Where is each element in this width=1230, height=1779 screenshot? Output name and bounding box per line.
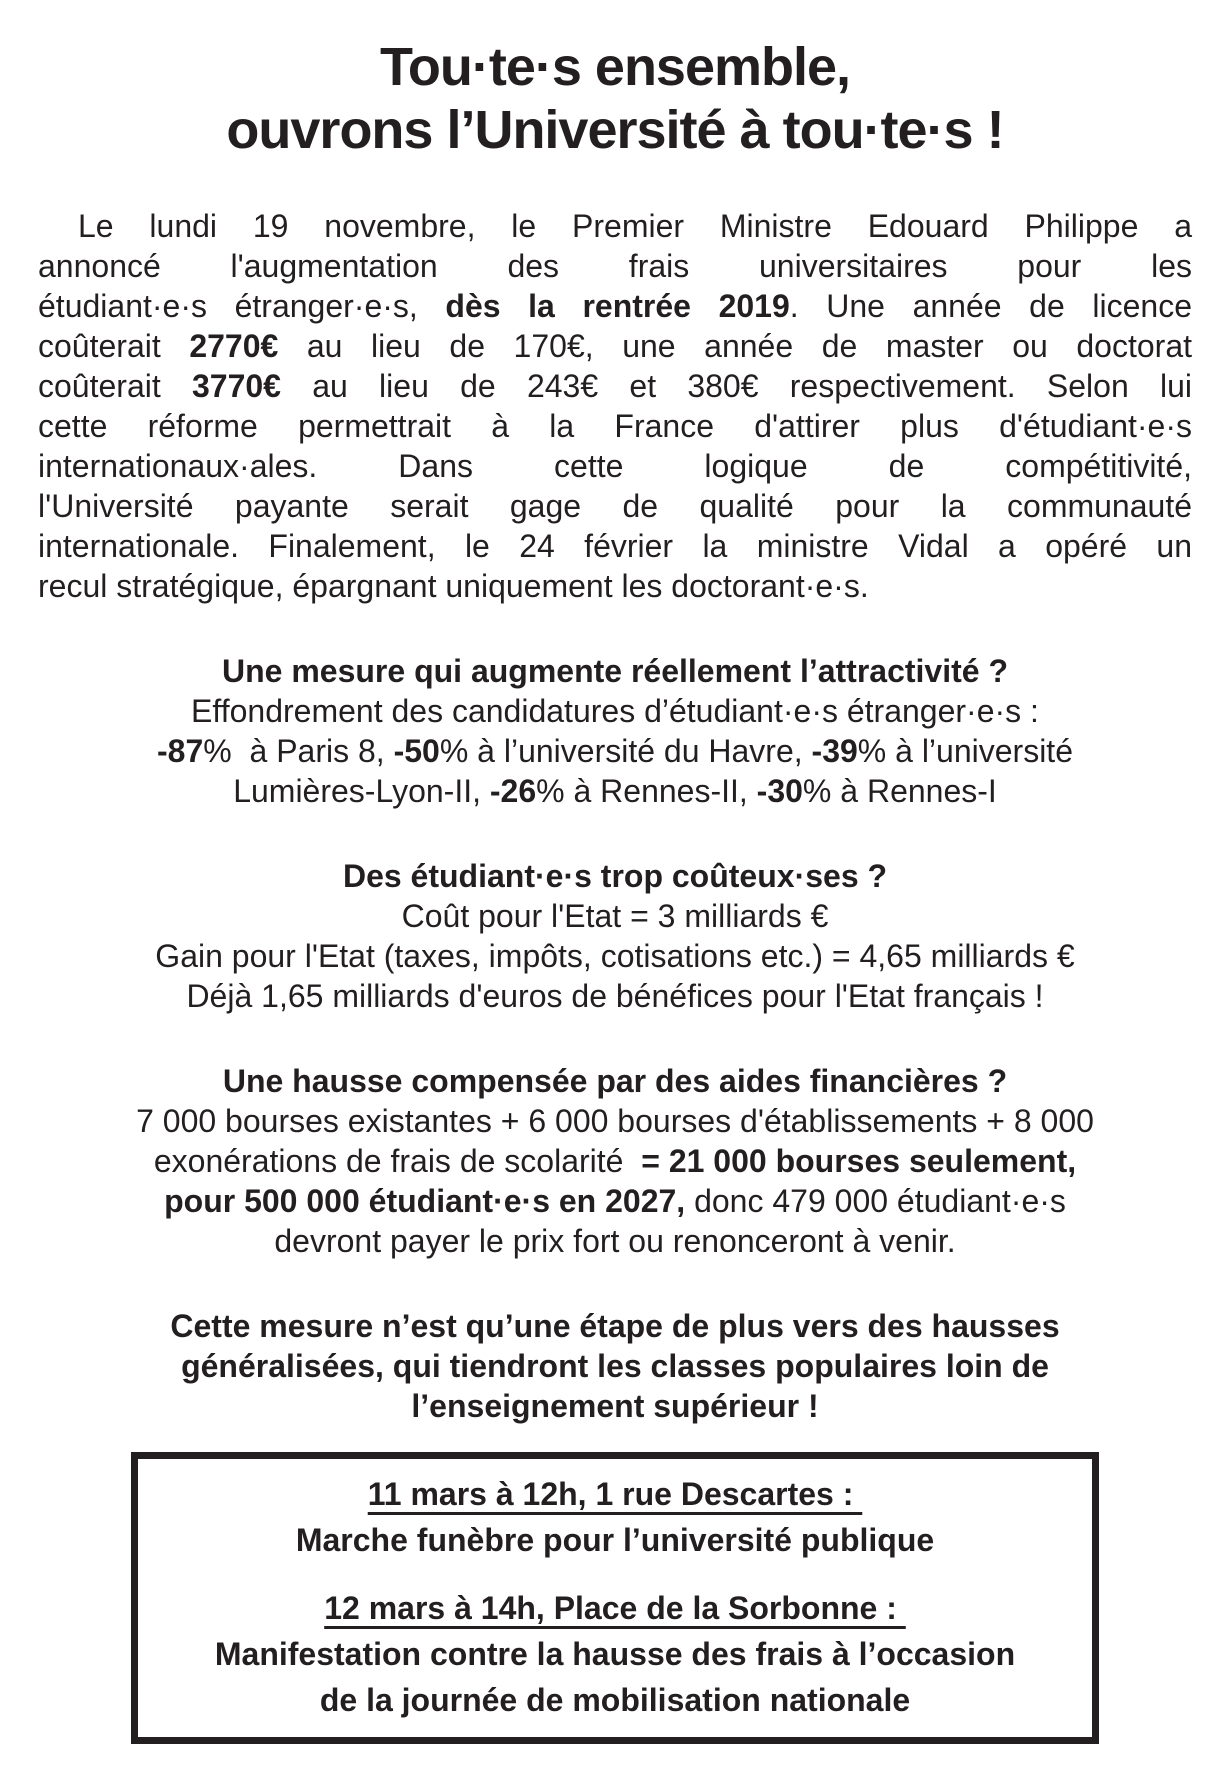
title-line: ouvrons l’Université à tou·te·s !	[226, 100, 1004, 160]
bold-text-segment: 3770€	[191, 368, 281, 404]
text-segment: étudiant·e·s étranger·e·s,	[38, 288, 446, 324]
section-heading: Des étudiant·e·s trop coûteux·ses ?	[342, 858, 888, 894]
section-line	[38, 1141, 1192, 1181]
intro-line	[38, 246, 1192, 286]
text-segment: Le lundi 19 novembre, le Premier Ministre Edouard Philippe a	[78, 208, 1192, 244]
section-line	[38, 936, 1192, 976]
bold-text-segment: dès la rentrée 2019	[445, 288, 790, 324]
sections	[38, 651, 1192, 1261]
text-segment: annoncé l'augmentation des frais universitaires pour les	[38, 248, 1192, 284]
text-segment: coûterait	[38, 328, 190, 364]
intro-paragraph	[38, 206, 1192, 606]
text-segment: % à Rennes-I	[802, 773, 997, 809]
closing-line: l’enseignement supérieur !	[411, 1388, 819, 1424]
intro-line	[38, 206, 1192, 246]
flyer-title	[38, 36, 1192, 162]
text-segment: devront payer le prix fort ou renonceront à venir.	[274, 1223, 956, 1259]
section-line	[38, 1181, 1192, 1221]
text-segment: % à Rennes-II,	[536, 773, 757, 809]
event-description-line: Marche funèbre pour l’université publique	[295, 1522, 935, 1558]
section-heading: Une mesure qui augmente réellement l’attractivité ?	[221, 653, 1008, 689]
section-line	[38, 976, 1192, 1016]
closing-line: généralisées, qui tiendront les classes populaires loin de	[181, 1348, 1049, 1384]
bold-text-segment: pour 500 000 étudiant·e·s en 2027,	[164, 1183, 686, 1219]
text-segment: Coût pour l'Etat = 3 milliards €	[401, 898, 829, 934]
section-line	[38, 731, 1192, 771]
bold-text-segment: -26	[489, 773, 537, 809]
bold-text-segment: = 21 000 bourses seulement,	[641, 1143, 1077, 1179]
section-line	[38, 896, 1192, 936]
section	[38, 651, 1192, 811]
section-heading: Une hausse compensée par des aides financières ?	[222, 1063, 1008, 1099]
intro-line	[38, 486, 1192, 526]
bold-text-segment: 2770€	[189, 328, 279, 364]
text-segment: cette réforme permettrait à la France d'attirer plus d'étudiant·e·s	[38, 408, 1192, 444]
text-segment: % à Paris 8,	[203, 733, 394, 769]
text-segment: Gain pour l'Etat (taxes, impôts, cotisations etc.) = 4,65 milliards €	[155, 938, 1075, 974]
event-item	[150, 1471, 1080, 1563]
intro-line	[38, 566, 1192, 606]
intro-line	[38, 526, 1192, 566]
text-segment: Déjà 1,65 milliards d'euros de bénéfices pour l'Etat français !	[186, 978, 1044, 1014]
event-description-line: Manifestation contre la hausse des frais à l’occasion	[214, 1636, 1016, 1672]
intro-line	[38, 406, 1192, 446]
section	[38, 1061, 1192, 1261]
text-segment: recul stratégique, épargnant uniquement les doctorant·e·s.	[38, 568, 869, 604]
section-line	[38, 691, 1192, 731]
text-segment: donc 479 000 étudiant·e·s	[685, 1183, 1066, 1219]
event-title: 12 mars à 14h, Place de la Sorbonne :	[324, 1590, 906, 1626]
intro-line	[38, 446, 1192, 486]
text-segment: l'Université payante serait gage de qualité pour la communauté	[38, 488, 1192, 524]
events-box	[131, 1452, 1099, 1744]
closing-statement	[38, 1306, 1192, 1426]
closing-line: Cette mesure n’est qu’une étape de plus vers des hausses	[170, 1308, 1060, 1344]
intro-line	[38, 286, 1192, 326]
bold-text-segment: -50	[393, 733, 440, 769]
event-description-line: de la journée de mobilisation nationale	[319, 1682, 911, 1718]
text-segment: au lieu de 170€, une année de master ou doctorat	[278, 328, 1193, 364]
section-line	[38, 771, 1192, 811]
event-item	[150, 1585, 1080, 1723]
text-segment: internationale. Finalement, le 24 février la ministre Vidal a opéré un	[38, 528, 1192, 564]
text-segment: Effondrement des candidatures d’étudiant·e·s étranger·e·s :	[191, 693, 1039, 729]
text-segment: 7 000 bourses existantes + 6 000 bourses d'établissements + 8 000	[136, 1103, 1094, 1139]
section-line	[38, 1221, 1192, 1261]
text-segment: coûterait	[38, 368, 192, 404]
text-segment: . Une année de licence	[789, 288, 1193, 324]
text-segment: internationaux·ales. Dans cette logique de compétitivité,	[38, 448, 1192, 484]
event-title: 11 mars à 12h, 1 rue Descartes :	[367, 1476, 863, 1512]
text-segment: % à l’université	[857, 733, 1073, 769]
intro-line	[38, 326, 1192, 366]
section-line	[38, 1101, 1192, 1141]
bold-text-segment: -39	[811, 733, 858, 769]
intro-line	[38, 366, 1192, 406]
bold-text-segment: -87	[157, 733, 204, 769]
title-line: Tou·te·s ensemble,	[379, 37, 851, 97]
text-segment: au lieu de 243€ et 380€ respectivement. Selon lui	[280, 368, 1193, 404]
text-segment: exonérations de frais de scolarité	[153, 1143, 642, 1179]
bold-text-segment: -30	[756, 773, 803, 809]
text-segment: Lumières-Lyon-II,	[233, 773, 490, 809]
section	[38, 856, 1192, 1016]
text-segment: % à l’université du Havre,	[439, 733, 812, 769]
